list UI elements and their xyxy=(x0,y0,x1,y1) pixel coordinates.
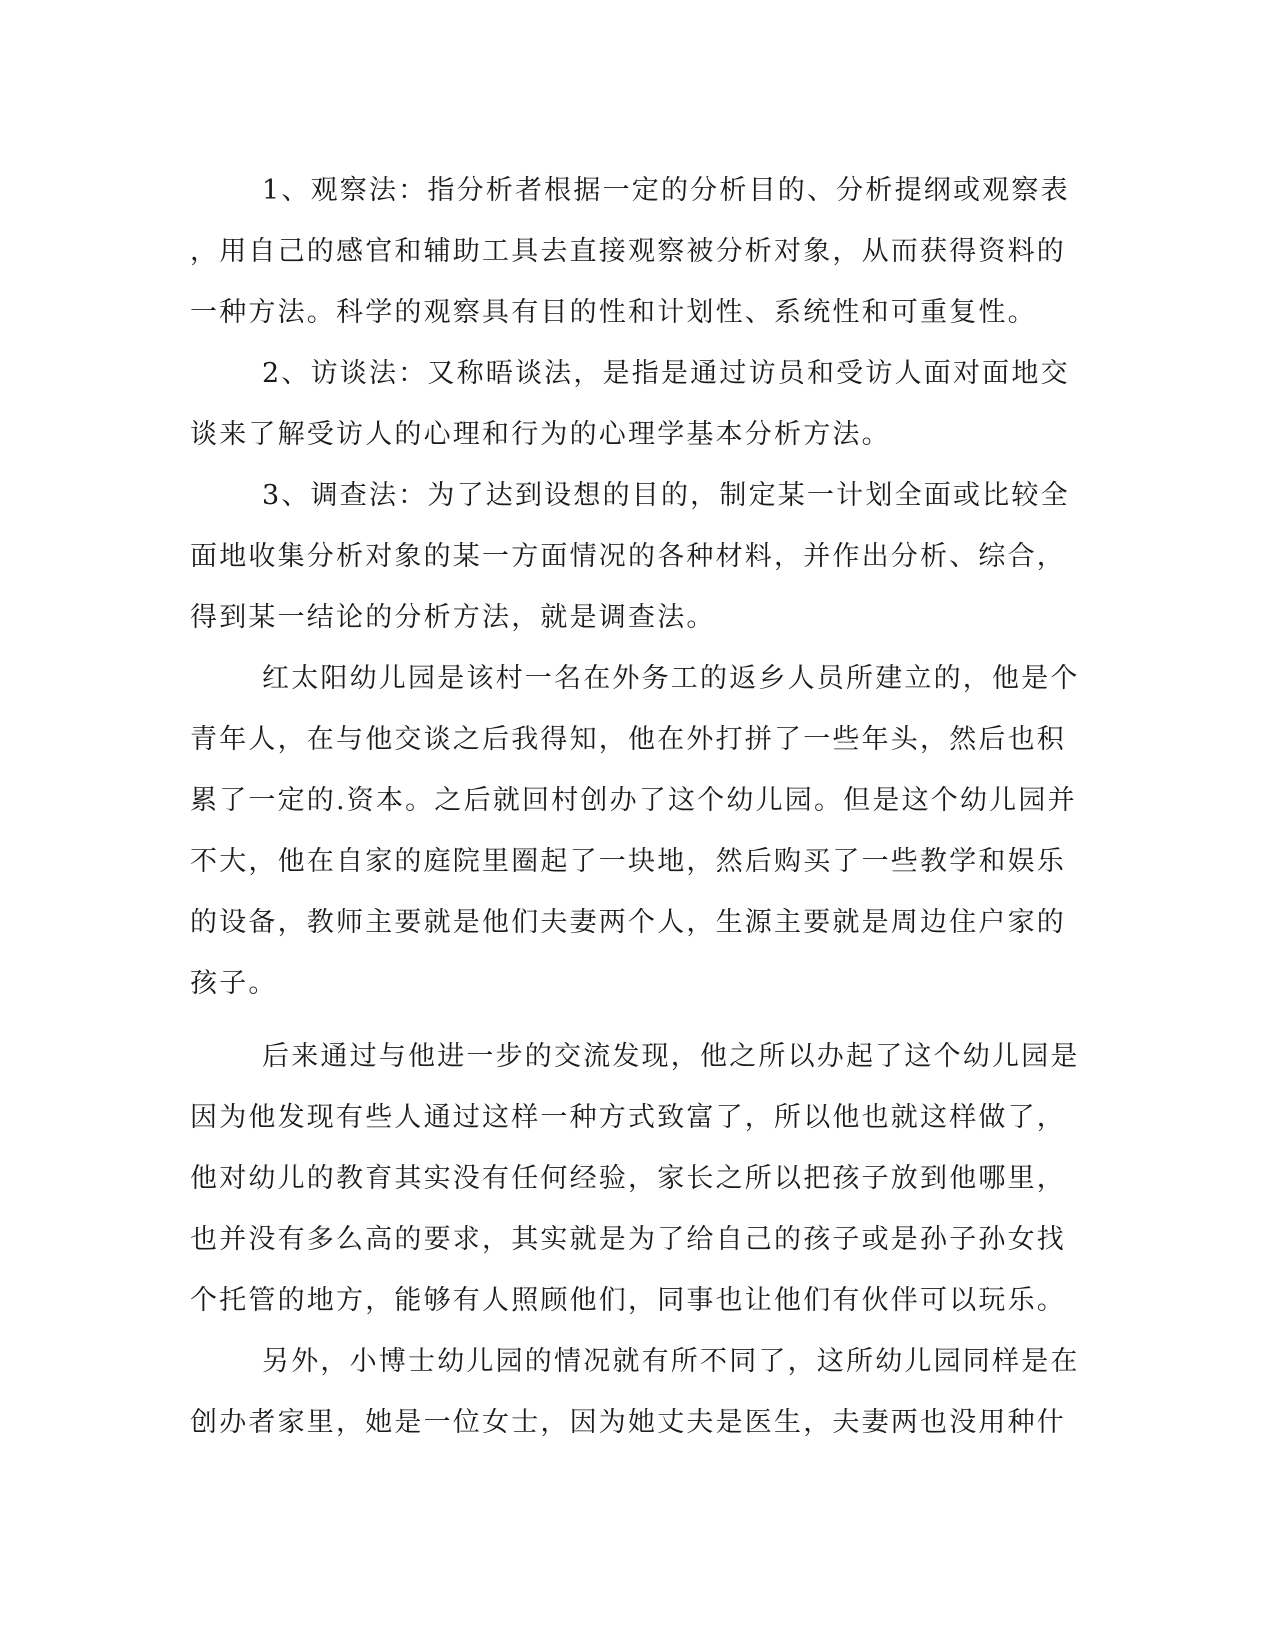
text-line: 另外，小博士幼儿园的情况就有所不同了，这所幼儿园同样是在 xyxy=(262,1346,1080,1377)
text-line: 后来通过与他进一步的交流发现，他之所以办起了这个幼儿园是 xyxy=(262,1041,1080,1072)
text-line: 谈来了解受访人的心理和行为的心理学基本分析方法。 xyxy=(190,419,891,450)
text-line: 个托管的地方，能够有人照顾他们，同事也让他们有伙伴可以玩乐。 xyxy=(190,1285,1066,1316)
text-line: 因为他发现有些人通过这样一种方式致富了，所以他也就这样做了， xyxy=(190,1102,1066,1133)
text-line: 他对幼儿的教育其实没有任何经验，家长之所以把孩子放到他哪里， xyxy=(190,1163,1066,1194)
text-line: 也并没有多么高的要求，其实就是为了给自己的孩子或是孙子孙女找 xyxy=(190,1224,1066,1255)
document-body xyxy=(190,160,1090,1453)
text-line: 得到某一结论的分析方法，就是调查法。 xyxy=(190,602,716,633)
text-line: 的设备，教师主要就是他们夫妻两个人，生源主要就是周边住户家的 xyxy=(190,907,1066,938)
text-line: 2、访谈法：又称晤谈法，是指是通过访员和受访人面对面地交 xyxy=(262,358,1070,389)
text-line: 1、观察法：指分析者根据一定的分析目的、分析提纲或观察表 xyxy=(262,175,1070,206)
text-line: 孩子。 xyxy=(190,968,278,999)
text-line: 面地收集分析对象的某一方面情况的各种材料，并作出分析、综合， xyxy=(190,541,1066,572)
text-line: 一种方法。科学的观察具有目的性和计划性、系统性和可重复性。 xyxy=(190,297,1037,328)
text-line: 青年人，在与他交谈之后我得知，他在外打拼了一些年头，然后也积 xyxy=(190,724,1066,755)
text-line: 红太阳幼儿园是该村一名在外务工的返乡人员所建立的，他是个 xyxy=(262,663,1080,694)
text-line: 3、调查法：为了达到设想的目的，制定某一计划全面或比较全 xyxy=(262,480,1070,511)
text-line: 创办者家里，她是一位女士，因为她丈夫是医生，夫妻两也没用种什 xyxy=(190,1407,1066,1438)
paragraph-gap xyxy=(190,1014,1090,1026)
text-line: 不大，他在自家的庭院里圈起了一块地，然后购买了一些教学和娱乐 xyxy=(190,846,1066,877)
text-line: ，用自己的感官和辅助工具去直接观察被分析对象，从而获得资料的 xyxy=(190,236,1066,267)
text-line: 累了一定的.资本。之后就回村创办了这个幼儿园。但是这个幼儿园并 xyxy=(190,785,1077,816)
